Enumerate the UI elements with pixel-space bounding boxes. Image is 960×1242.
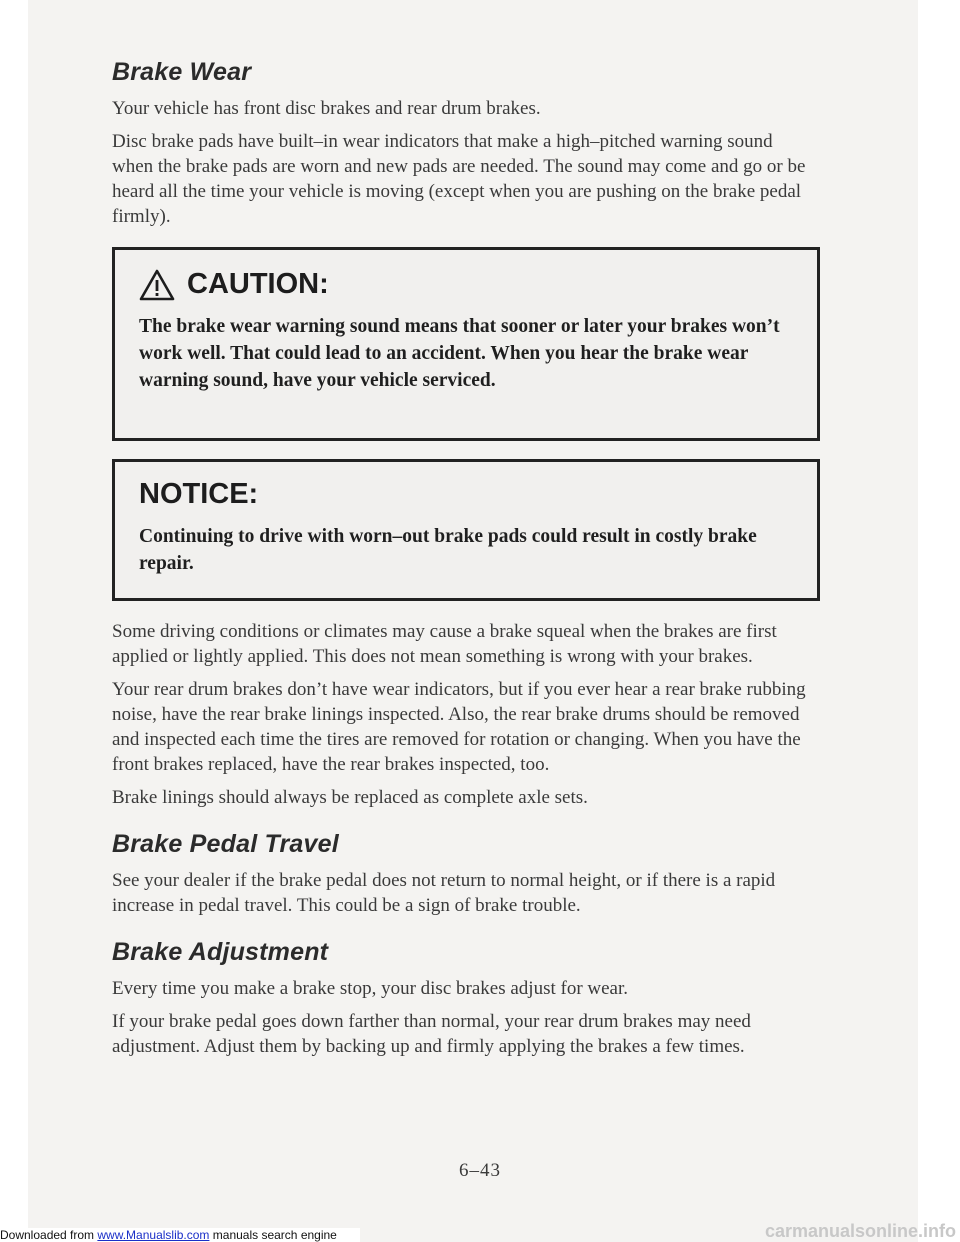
paragraph: See your dealer if the brake pedal does not return to normal height, or if there is a rapid increase in pedal travel. This could be a sign of brake trouble. [112,870,776,916]
paragraph: Brake linings should always be replaced as complete axle sets. [112,787,588,808]
caution-title: CAUTION: [187,268,329,300]
page-content [112,58,816,1067]
page-number: 6–43 [459,1160,501,1181]
footer-suffix: manuals search engine [209,1228,337,1242]
paragraph: Every time you make a brake stop, your disc brakes adjust for wear. [112,978,629,999]
notice-text: Continuing to drive with worn–out brake pads could result in costly brake repair. [139,526,757,574]
footer-prefix: Downloaded from [0,1228,98,1242]
paragraph: Your rear drum brakes don’t have wear indicators, but if you ever hear a rear brake rubbing noise, have the rear brake linings inspected. Also, the rear brake drums should be removed and inspected each time the tires are removed for rotation or changing. When you have the front brakes replaced, have the rear brakes inspected, too. [112,679,806,775]
manualslib-link[interactable]: www.Manualslib.com [97,1228,210,1242]
paragraph: Some driving conditions or climates may cause a brake squeal when the brakes are first applied or lightly applied. This does not mean something is wrong with your brakes. [112,621,777,667]
heading-brake-wear: Brake Wear [112,58,252,86]
caution-header [139,268,793,301]
paragraph: Your vehicle has front disc brakes and rear drum brakes. [112,98,541,119]
notice-title: NOTICE: [139,478,259,510]
heading-brake-adjustment: Brake Adjustment [112,938,329,966]
heading-brake-pedal-travel: Brake Pedal Travel [112,830,339,858]
paragraph: If your brake pedal goes down farther than normal, your rear drum brakes may need adjustment. Adjust them by backing up and firmly applying the brakes a few times. [112,1011,751,1057]
watermark: carmanualsonline.info [764,1221,956,1241]
paragraph: Disc brake pads have built–in wear indicators that make a high–pitched warning sound when the brake pads are worn and new pads are needed. The sound may come and go or be heard all the time your vehicle is moving (except when you are pushing on the brake pedal firmly). [112,131,806,227]
notice-box [112,459,820,601]
download-footer [0,1228,360,1242]
caution-text: The brake wear warning sound means that sooner or later your brakes won’t work well. That could lead to an accident. When you hear the brake wear warning sound, have your vehicle serviced. [139,316,780,391]
warning-triangle-icon [139,269,175,301]
caution-box [112,247,820,441]
